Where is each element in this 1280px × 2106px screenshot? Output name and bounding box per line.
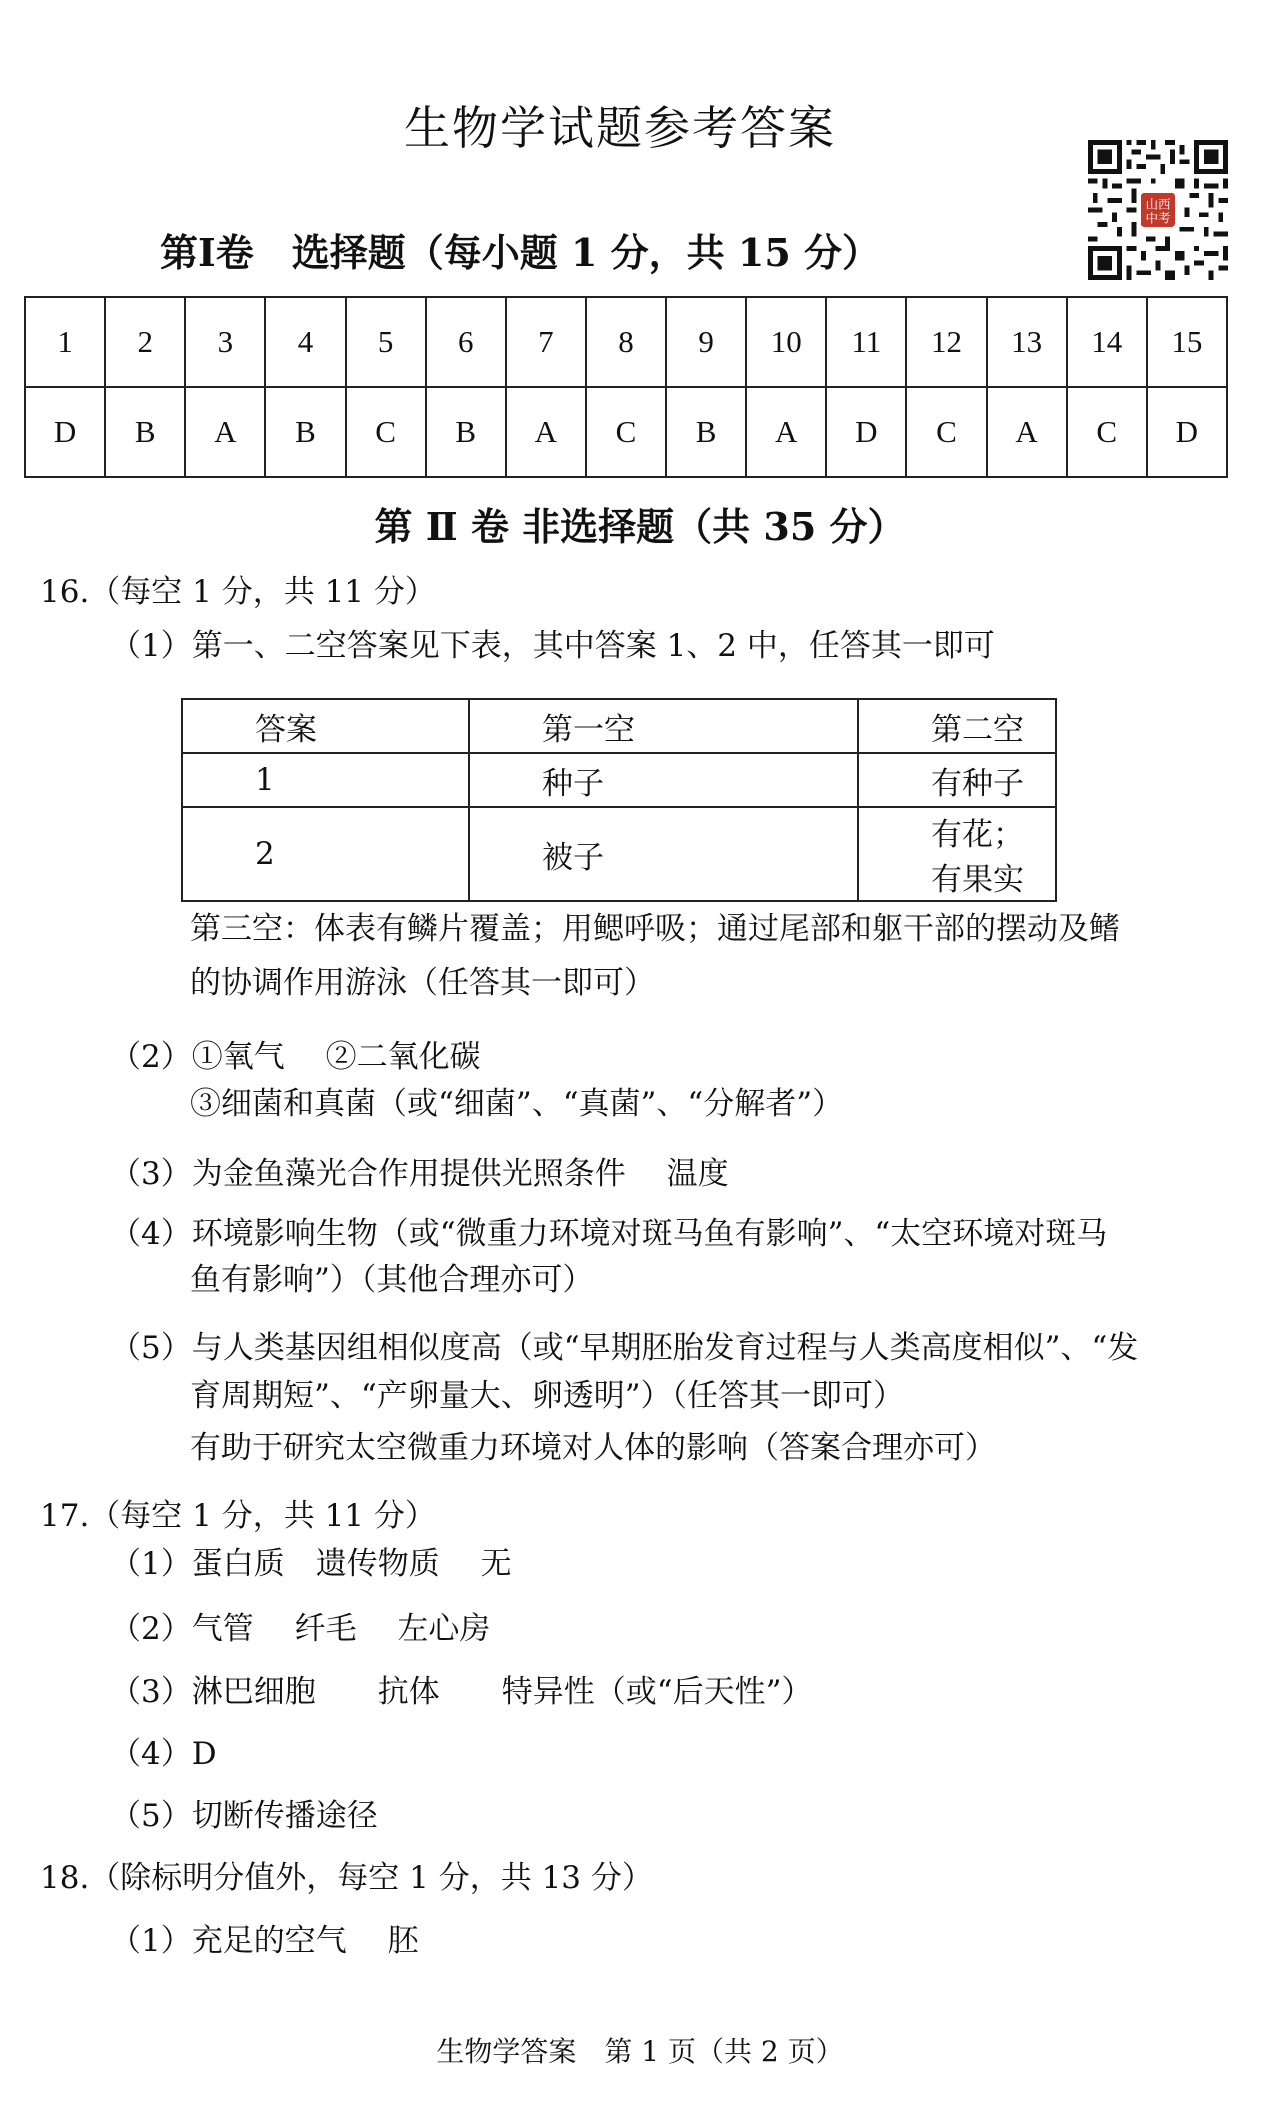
question-number-row (25, 297, 1227, 387)
q16-heading (40, 566, 436, 611)
choice-answer: B (265, 387, 345, 477)
table-cell: 种子 (469, 753, 858, 807)
q17-part1: （1）蛋白质 遗传物质 无 (110, 1546, 512, 1582)
section2-heading: 第 Ⅱ 卷 非选择题（共 35 分） (374, 504, 906, 549)
question-number: 2 (105, 297, 185, 387)
choice-answer: C (586, 387, 666, 477)
choice-answer: B (105, 387, 185, 477)
choice-answer: A (746, 387, 826, 477)
choice-answer: A (185, 387, 265, 477)
question-number: 7 (506, 297, 586, 387)
question-number: 1 (25, 297, 105, 387)
question-number: 14 (1067, 297, 1147, 387)
question-number: 11 (826, 297, 906, 387)
q16-part4-line-a: （4）环境影响生物（或“微重力环境对斑马鱼有影响”、“太空环境对斑马 (110, 1216, 1108, 1252)
qr-code (1088, 140, 1228, 280)
choice-answer: D (25, 387, 105, 477)
q16-part5-line-c: 有助于研究太空微重力环境对人体的影响（答案合理亦可） (190, 1430, 996, 1466)
question-number: 15 (1147, 297, 1227, 387)
choice-answer: D (826, 387, 906, 477)
question-number: 5 (346, 297, 426, 387)
multiple-choice-answer-table (24, 296, 1228, 478)
qr-code-icon (1088, 140, 1228, 280)
choice-answer: A (987, 387, 1067, 477)
q17-part3: （3）淋巴细胞 抗体 特异性（或“后天性”） (110, 1674, 813, 1710)
table-row (182, 753, 1056, 807)
q17-part2: （2）气管 纤毛 左心房 (110, 1611, 491, 1647)
q16-answer-table (181, 698, 1057, 902)
q16-part2-line-a: （2）①氧气 ②二氧化碳 (110, 1039, 481, 1075)
q17-heading: 17.（每空 1 分，共 11 分） (40, 1498, 436, 1534)
q18-heading: 18.（除标明分值外，每空 1 分，共 13 分） (40, 1860, 653, 1896)
table-cell: 被子 (469, 807, 858, 901)
q16-part3: （3）为金鱼藻光合作用提供光照条件 温度 (110, 1156, 729, 1192)
question-number: 10 (746, 297, 826, 387)
q18-part1: （1）充足的空气 胚 (110, 1923, 419, 1959)
table-header-cell: 答案 (182, 699, 469, 753)
question-number: 13 (987, 297, 1067, 387)
q16-part4-line-b: 鱼有影响”）（其他合理亦可） (190, 1262, 594, 1298)
choice-answer: B (666, 387, 746, 477)
q17-part5: （5）切断传播途径 (110, 1798, 378, 1834)
table-cell: 有花；有果实 (858, 807, 1056, 901)
page-title: 生物学试题参考答案 (404, 101, 836, 155)
table-cell: 1 (182, 753, 469, 807)
qr-stamp-bottom: 中考 (1145, 210, 1171, 226)
choice-answer: A (506, 387, 586, 477)
question-number: 4 (265, 297, 345, 387)
q17-part4: （4）D (110, 1736, 217, 1772)
q16-heading-text: 16.（每空 1 分，共 11 分） (40, 574, 436, 610)
table-header-cell: 第一空 (469, 699, 858, 753)
choice-answer: C (346, 387, 426, 477)
section1-heading: 第Ⅰ卷 选择题（每小题 1 分，共 15 分） (159, 230, 881, 275)
q16-part5-line-a: （5）与人类基因组相似度高（或“早期胚胎发育过程与人类高度相似”、“发 (110, 1330, 1139, 1366)
q16-part1-intro: （1）第一、二空答案见下表，其中答案 1、2 中，任答其一即可 (110, 628, 995, 664)
question-number: 9 (666, 297, 746, 387)
answer-row (25, 387, 1227, 477)
table-cell: 有种子 (858, 753, 1056, 807)
q16-part5-line-b: 育周期短”、“产卵量大、卵透明”）（任答其一即可） (190, 1378, 905, 1414)
choice-answer: C (1067, 387, 1147, 477)
table-cell: 2 (182, 807, 469, 901)
page-footer: 生物学答案 第 1 页（共 2 页） (436, 2035, 844, 2068)
choice-answer: D (1147, 387, 1227, 477)
question-number: 8 (586, 297, 666, 387)
q16-part1-third-blank-a: 第三空：体表有鳞片覆盖；用鳃呼吸；通过尾部和躯干部的摆动及鳍 (190, 911, 1120, 947)
table-row (182, 807, 1056, 901)
table-header-row (182, 699, 1056, 753)
q16-part1-third-blank-b: 的协调作用游泳（任答其一即可） (190, 965, 655, 1001)
question-number: 12 (906, 297, 986, 387)
question-number: 3 (185, 297, 265, 387)
q16-part2-line-b: ③细菌和真菌（或“细菌”、“真菌”、“分解者”） (190, 1086, 844, 1122)
qr-stamp-top: 山西 (1145, 196, 1171, 212)
choice-answer: C (906, 387, 986, 477)
table-header-cell: 第二空 (858, 699, 1056, 753)
question-number: 6 (426, 297, 506, 387)
choice-answer: B (426, 387, 506, 477)
